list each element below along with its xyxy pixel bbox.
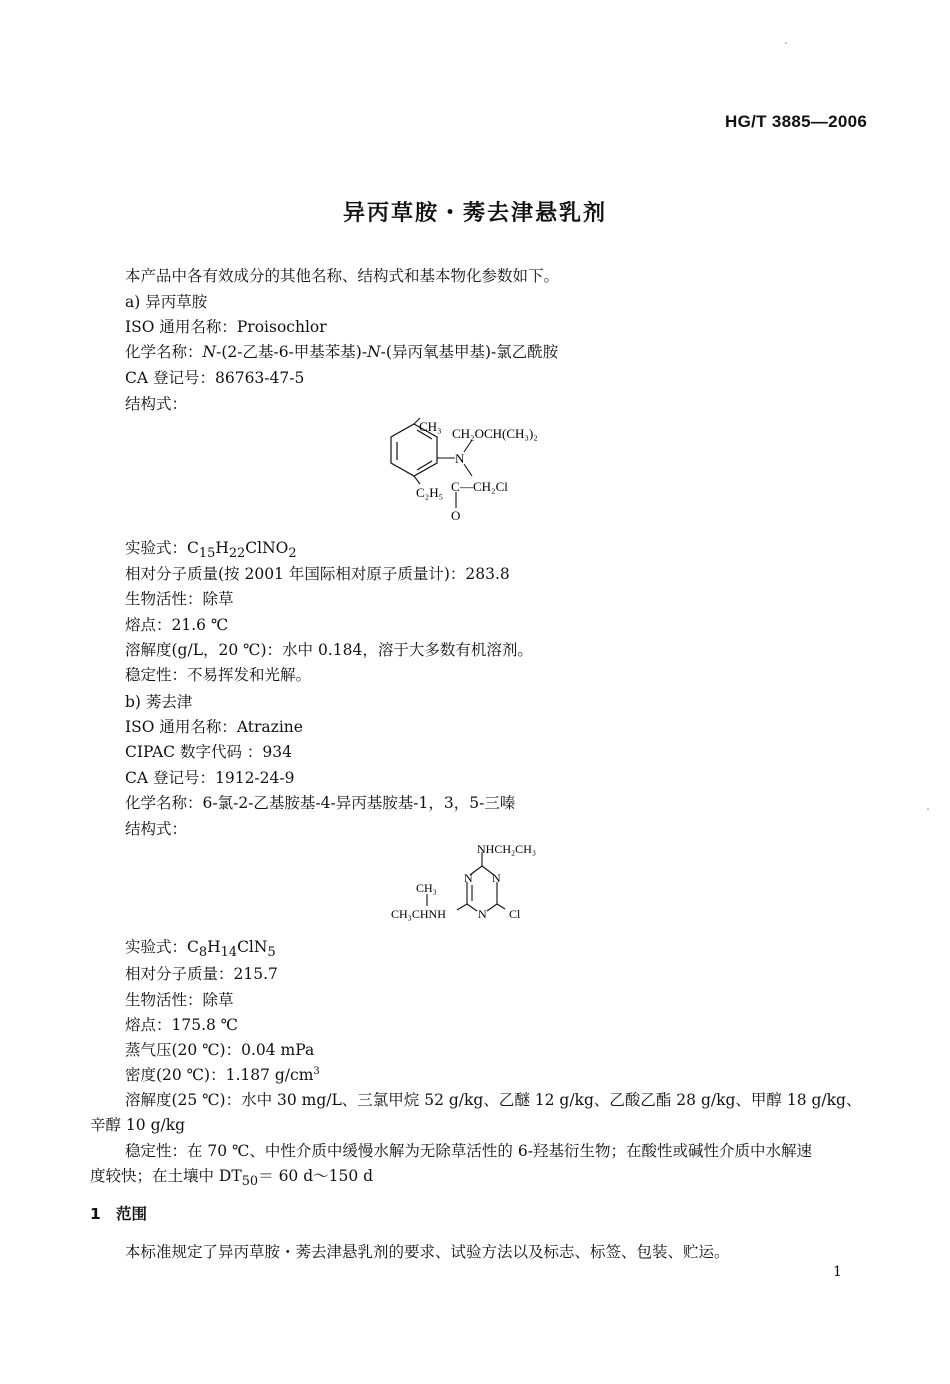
section-1-title: 范围 [116,1205,148,1223]
a-formula-hn: 22 [228,546,246,562]
a-chem-n1: N [202,343,217,361]
a-chem-n2: N [367,343,381,361]
n-atom-label: N [455,451,465,466]
intro-text: 本产品中各有效成分的其他名称、结构式和基本物化参数如下。 [125,267,560,285]
section-1-number: 1 [90,1205,101,1223]
ch2cl-label: —CH₂Cl [460,479,508,494]
b-solubility-line2: 辛醇 10 g/kg [90,1116,186,1134]
b-solubility-line1: 溶解度(25 ℃)：水中 30 mg/L、三氯甲烷 52 g/kg、乙醚 12 g/kg、乙酸乙酯 28 g/kg、甲醇 18 g/kg、 [125,1091,862,1109]
ring-n-right: N [492,871,501,885]
b-density-sup: 3 [313,1065,320,1077]
a-bio-activity: 生物活性：除草 [125,590,234,608]
cl-label: Cl [509,907,521,921]
a-chem-suffix: -(异丙氧基甲基)-氯乙酰胺 [380,343,559,361]
b-stability-prefix: 度较快；在土壤中 DT [90,1167,242,1185]
ch2och-label: CH₂OCH(CH₃)₂ [452,426,538,441]
b-ca-number: CA 登记号：1912-24-9 [125,769,295,787]
section-a-heading: a) 异丙草胺 [125,293,208,311]
a-chem-prefix: 化学名称： [125,343,203,361]
b-vapor-pressure: 蒸气压(20 ℃)：0.04 mPa [125,1041,315,1059]
b-formula-rest: ClN [237,938,268,956]
a-empirical-formula [125,536,297,561]
section-1-heading [90,1202,147,1224]
b-density-text: 密度(20 ℃)：1.187 g/cm [125,1066,314,1084]
o-atom-label: O [451,508,461,523]
b-structure-label: 结构式： [125,820,188,838]
b-stability-sub: 50 [241,1174,259,1190]
a-formula-rest: ClNO [245,539,289,557]
b-molecular-weight: 相对分子质量：215.7 [125,965,278,983]
standard-number: HG/T 3885—2006 [725,112,868,131]
ring-n-bottom: N [478,907,487,921]
b-iso-name: ISO 通用名称：Atrazine [125,718,303,736]
a-molecular-weight: 相对分子质量(按 2001 年国际相对原子质量计)：283.8 [125,565,510,583]
a-structure-label: 结构式： [125,395,188,413]
section-1-text: 本标准规定了异丙草胺・莠去津悬乳剂的要求、试验方法以及标志、标签、包装、贮运。 [125,1243,730,1261]
b-formula-hn: 14 [220,945,238,961]
b-stability-line1: 稳定性：在 70 ℃、中性介质中缓慢水解为无除草活性的 6-羟基衍生物；在酸性或碱性介质中水解速 [125,1142,812,1160]
c-atom-label: C [451,479,460,494]
ch3-label: CH₃ [416,881,437,895]
b-chemical-name: 化学名称：6-氯-2-乙基胺基-4-异丙基胺基-1，3，5-三嗪 [125,794,516,812]
b-cipac-code: CIPAC 数字代码 ：934 [125,743,292,761]
a-stability: 稳定性：不易挥发和光解。 [125,666,312,684]
a-chemical-name [125,340,558,362]
scan-speck [927,808,929,810]
page-title: 异丙草胺・莠去津悬乳剂 [342,201,607,226]
b-formula-c: 8 [198,945,208,961]
page-number: 1 [833,1264,842,1280]
a-formula-prefix: 实验式：C [125,539,199,557]
b-density [125,1063,320,1085]
c2h5-label: C₂H₅ [416,485,444,500]
b-formula-nn: 5 [267,945,276,961]
scan-speck [785,42,787,44]
b-melting-point: 熔点：175.8 ℃ [125,1016,239,1034]
a-formula-c: 15 [198,546,216,562]
b-stability-line2 [90,1164,373,1189]
a-chem-mid: -(2-乙基-6-甲基苯基)- [216,343,368,361]
a-iso-name: ISO 通用名称：Proisochlor [125,318,327,336]
b-formula-h: H [207,938,221,956]
b-formula-prefix: 实验式：C [125,938,199,956]
ch3chnh-label: CH₃CHNH [391,907,446,921]
b-bio-activity: 生物活性：除草 [125,991,234,1009]
atrazine-structure [385,838,585,926]
b-stability-suffix: ＝ 60 d～150 d [258,1167,374,1185]
a-ca-number: CA 登记号：86763-47-5 [125,369,305,387]
ch3-label: CH₃ [419,419,442,434]
nhch2ch3-label: NHCH₂CH₃ [477,842,537,856]
ring-n-left: N [464,871,473,885]
proisochlor-structure [360,412,600,527]
section-b-heading: b) 莠去津 [125,693,193,711]
a-formula-on: 2 [288,546,297,562]
b-empirical-formula [125,935,276,960]
a-melting-point: 熔点：21.6 ℃ [125,616,229,634]
a-solubility: 溶解度(g/L，20 ℃)：水中 0.184，溶于大多数有机溶剂。 [125,641,533,659]
a-formula-h: H [215,539,229,557]
